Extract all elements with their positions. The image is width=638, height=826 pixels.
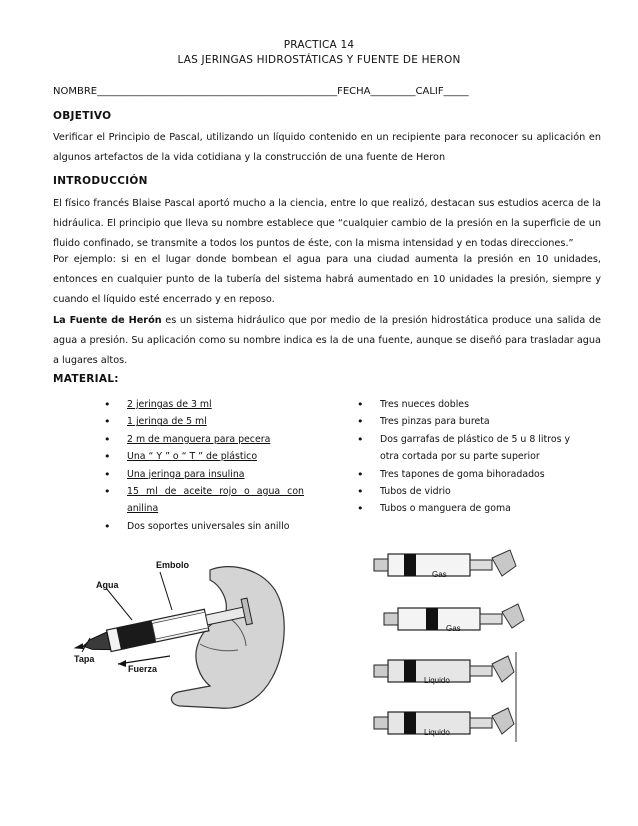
intro-paragraph-2: Por ejemplo: si en el lugar donde bombean el agua para una ciudad aumenta la presión en 10 unidades, entonces en cualquier punto de la tubería del sistema habrá aumentado en 10 unidades la presión, siempre y cuando el líquido esté encerrado y en reposo.: [53, 254, 601, 305]
label-tapa: Tapa: [74, 654, 95, 664]
name-date-grade-line: NOMBRE________________________________________________FECHA_________CALIF_____: [53, 86, 469, 97]
heron-fountain-description: es un sistema hidráulico que por medio de la presión hidrostática produce una salida de agua a presión. Su aplicación como su nombre indica es la de una fuente, aunque se diseñó para trasladar agua a lugares altos.: [53, 315, 601, 366]
practice-number: PRACTICA 14: [283, 39, 355, 51]
list-item: • 2 m de manguera para pecera: [104, 431, 304, 448]
label-embolo: Embolo: [156, 560, 189, 570]
objetivo-heading: OBJETIVO: [53, 110, 112, 122]
list-item: • 1 jeringa de 5 ml: [104, 413, 304, 430]
label-gas-1: Gas: [432, 570, 447, 579]
label-agua: Agua: [96, 580, 119, 590]
intro-paragraph-1: El físico francés Blaise Pascal aportó mucho a la ciencia, entre lo que realizó, destacan sus estudios acerca de la hidráulica. El principio que lleva su nombre establece que “cualquier cambio de la presión en la superficie de un fluido confinado, se transmite a todos los puntos de éste, con la misma intensidad y en todas direcciones.”: [53, 198, 601, 249]
list-item: • Una jeringa para insulina: [104, 466, 304, 483]
gas-liquid-syringes-figure: [368, 542, 528, 747]
list-item: • Tres nueces dobles: [357, 396, 575, 413]
list-item: • 2 jeringas de 3 ml: [104, 396, 304, 413]
document-title: LAS JERINGAS HIDROSTÁTICAS Y FUENTE DE HERON: [177, 54, 461, 66]
material-list-left: [104, 396, 304, 535]
objetivo-text: Verificar el Principio de Pascal, utilizando un líquido contenido en un recipiente para reconocer su aplicación en algunos artefactos de la vida cotidiana y la construcción de una fuente de Heron: [53, 132, 601, 163]
label-liquido-1: Liquido: [424, 676, 450, 685]
list-item: • Una “ Y ” o “ T ” de plástico: [104, 448, 304, 465]
heron-fountain-term: La Fuente de Herón: [53, 315, 162, 326]
label-gas-2: Gas: [446, 624, 461, 633]
list-item: • Tres tapones de goma bihoradados: [357, 466, 575, 483]
list-item: • Tubos de vidrio: [357, 483, 575, 500]
label-liquido-2: Liquido: [424, 728, 450, 737]
list-item: • Tubos o manguera de goma: [357, 500, 575, 517]
syringe-hand-figure: [60, 560, 310, 720]
introduccion-heading: INTRODUCCIÓN: [53, 175, 148, 187]
list-item: • Dos garrafas de plástico de 5 u 8 litros y otra cortada por su parte superior: [357, 431, 570, 466]
list-item: • Tres pinzas para bureta: [357, 413, 575, 430]
list-item: • Dos soportes universales sin anillo: [104, 518, 304, 535]
list-item: • 15 ml de aceite rojo o agua con anilina: [104, 483, 304, 518]
material-heading: MATERIAL:: [53, 373, 119, 385]
label-fuerza: Fuerza: [128, 664, 158, 674]
intro-paragraph-3: [53, 311, 601, 371]
material-list-right: [357, 396, 575, 518]
syringes-illustration: [368, 542, 528, 747]
